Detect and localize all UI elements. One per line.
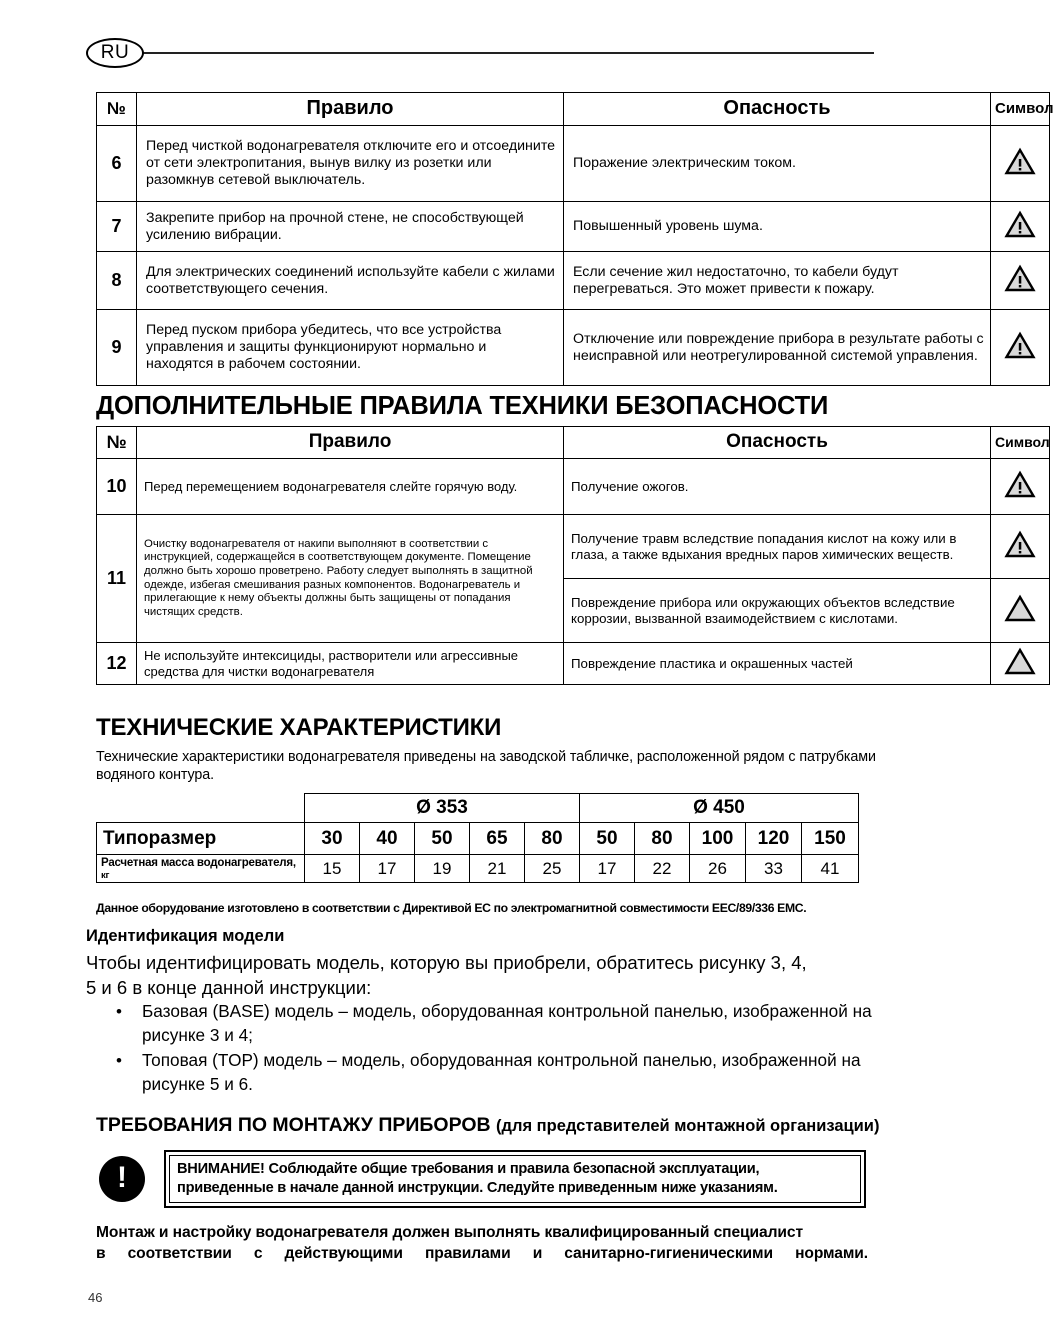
list-item [86, 1000, 896, 1047]
table-row [97, 126, 1050, 202]
spec-mass-value: 25 [525, 855, 580, 883]
spec-size-row [97, 823, 859, 855]
spec-group-450: Ø 450 [580, 794, 859, 823]
section-heading-install-requirements [96, 1114, 886, 1137]
column-header-no: № [97, 93, 137, 126]
list-item-label: Базовая (BASE) модель – модель, оборудованная контрольной панелью, изображенной на рисунке 3 и 4; [142, 1001, 872, 1045]
danger-text: Повреждение прибора или окружающих объектов вследствие коррозии, вызванной взаимодействием с кислотами. [564, 579, 991, 643]
rule-text: Закрепите прибор на прочной стене, не способствующей усилению вибрации. [137, 202, 564, 252]
rule-text: Очистку водонагревателя от накипи выполняют в соответствии с инструкцией, содержащейся в соответствующем документе. Помещение должно быть хорошо проветрено. Работу следует выполнять в защитной одежде, избегая смешивания разных компонентов. Водонагреватель и прилегающие к нему объекты должны быть защищены от попадания чистящих средств. [137, 515, 564, 643]
install-heading-main: ТРЕБОВАНИЯ ПО МОНТАЖУ ПРИБОРОВ [96, 1114, 491, 1136]
column-header-no: № [97, 427, 137, 459]
list-item-label: Топовая (TOP) модель – модель, оборудованная контрольной панелью, изображенной на рисунке 5 и 6. [142, 1050, 861, 1094]
symbol-cell [991, 579, 1050, 643]
spec-mass-value: 21 [470, 855, 525, 883]
spec-mass-value: 26 [690, 855, 746, 883]
column-header-rule: Правило [137, 93, 564, 126]
danger-text: Получение ожогов. [564, 459, 991, 515]
spec-mass-value: 17 [580, 855, 635, 883]
spec-group-353: Ø 353 [305, 794, 580, 823]
table-row [97, 515, 1050, 579]
notice-line-2: приведенные в начале данной инструкции. Следуйте приведенным ниже указаниям. [177, 1180, 778, 1197]
bullet-dot-icon: • [116, 1051, 122, 1071]
rule-number: 8 [97, 252, 137, 310]
exclamation-glyph: ! [117, 1161, 127, 1194]
spec-size-value: 80 [635, 823, 690, 855]
table-header-row [97, 427, 1050, 459]
table-row [97, 459, 1050, 515]
exclamation-circle-icon [99, 1156, 145, 1202]
table-header-row [97, 93, 1050, 126]
rule-text: Перед пуском прибора убедитесь, что все устройства управления и защиты функционируют нормально и находятся в рабочем состоянии. [137, 310, 564, 386]
column-header-danger: Опасность [564, 93, 991, 126]
rule-number: 9 [97, 310, 137, 386]
spec-row-label-size: Типоразмер [97, 823, 305, 855]
column-header-symbol: Символ [991, 427, 1050, 459]
danger-text: Если сечение жил недостаточно, то кабели будут перегреваться. Это может привести к пожару. [564, 252, 991, 310]
spec-mass-value: 33 [746, 855, 802, 883]
spec-size-value: 40 [360, 823, 415, 855]
spec-mass-value: 41 [802, 855, 859, 883]
section-heading-tech-specs: ТЕХНИЧЕСКИЕ ХАРАКТЕРИСТИКИ [96, 714, 502, 741]
notice-inner [169, 1155, 861, 1203]
spec-corner-blank [97, 794, 305, 823]
spec-size-value: 50 [580, 823, 635, 855]
symbol-cell [991, 310, 1050, 386]
rule-number: 10 [97, 459, 137, 515]
bullet-dot-icon: • [116, 1002, 122, 1021]
table-row [97, 310, 1050, 386]
model-id-bullet-list [86, 1000, 896, 1098]
page-header [86, 38, 874, 70]
section-heading-extra-rules: ДОПОЛНИТЕЛЬНЫЕ ПРАВИЛА ТЕХНИКИ БЕЗОПАСНОСТИ [96, 392, 829, 420]
spec-size-value: 150 [802, 823, 859, 855]
plain-triangle-icon [1005, 595, 1035, 622]
spec-mass-value: 19 [415, 855, 470, 883]
install-final-line-1: Монтаж и настройку водонагревателя должен выполнять квалифицированный специалист [96, 1224, 803, 1241]
safety-rules-table-2 [96, 426, 1050, 685]
rule-number: 11 [97, 515, 137, 643]
rule-number: 6 [97, 126, 137, 202]
spec-table [96, 793, 859, 883]
rule-number: 7 [97, 202, 137, 252]
spec-size-value: 30 [305, 823, 360, 855]
danger-text: Отключение или повреждение прибора в результате работы с неисправной или неотрегулированной системой управления. [564, 310, 991, 386]
symbol-cell [991, 515, 1050, 579]
table-row [97, 202, 1050, 252]
danger-text: Повреждение пластика и окрашенных частей [564, 643, 991, 685]
warning-triangle-icon [1005, 148, 1035, 175]
column-header-symbol: Символ [991, 93, 1050, 126]
symbol-cell [991, 459, 1050, 515]
install-final-paragraph [96, 1222, 868, 1264]
danger-text: Повышенный уровень шума. [564, 202, 991, 252]
language-badge: RU [86, 38, 144, 68]
spec-mass-label-text: Расчетная масса водонагревателя, [101, 856, 296, 869]
attention-notice [96, 1150, 866, 1208]
rule-text: Не используйте интексициды, растворители или агрессивные средства для чистки водонагревателя [137, 643, 564, 685]
danger-text: Получение травм вследствие попадания кислот на кожу или в глаза, а также вдыхания вредных паров химических веществ. [564, 515, 991, 579]
spec-size-value: 80 [525, 823, 580, 855]
spec-group-header-row [97, 794, 859, 823]
column-header-rule: Правило [137, 427, 564, 459]
model-id-paragraph-line-1: Чтобы идентифицировать модель, которую вы приобрели, обратитесь рисунку 3, 4, [86, 952, 807, 973]
warning-triangle-icon [1005, 332, 1035, 359]
notice-box [164, 1150, 866, 1208]
column-header-danger: Опасность [564, 427, 991, 459]
install-final-line-2: в соответствии с действующими правилами и санитарно-гигиеническими нормами. [96, 1245, 868, 1263]
spec-mass-row [97, 855, 859, 883]
rule-text: Перед чисткой водонагревателя отключите его и отсоедините от сети электропитания, вынув вилку из розетки или разомкнув сетевой выключатель. [137, 126, 564, 202]
emc-compliance-note: Данное оборудование изготовлено в соответствии с Директивой ЕС по электромагнитной совместимости ЕЕС/89/336 ЕМС. [96, 901, 807, 915]
list-item [86, 1049, 896, 1096]
model-id-paragraph [86, 950, 886, 1000]
symbol-cell [991, 643, 1050, 685]
spec-mass-value: 22 [635, 855, 690, 883]
spec-size-value: 120 [746, 823, 802, 855]
symbol-cell [991, 252, 1050, 310]
page-number: 46 [88, 1290, 103, 1305]
warning-triangle-icon [1005, 265, 1035, 292]
danger-text: Поражение электрическим током. [564, 126, 991, 202]
rule-number: 12 [97, 643, 137, 685]
spec-size-value: 65 [470, 823, 525, 855]
table-row [97, 252, 1050, 310]
symbol-cell [991, 202, 1050, 252]
spec-row-label-mass [97, 855, 305, 883]
spec-table-wrapper [96, 793, 858, 883]
spec-size-value: 100 [690, 823, 746, 855]
rule-text: Для электрических соединений используйте кабели с жилами соответствующего сечения. [137, 252, 564, 310]
warning-triangle-icon [1005, 531, 1035, 558]
spec-mass-value: 17 [360, 855, 415, 883]
warning-triangle-icon [1005, 471, 1035, 498]
spec-mass-value: 15 [305, 855, 360, 883]
header-rule [130, 52, 874, 54]
warning-triangle-icon [1005, 211, 1035, 238]
safety-rules-table-1 [96, 92, 1054, 386]
spec-mass-unit: кг [101, 869, 110, 881]
model-id-paragraph-line-2: 5 и 6 в конце данной инструкции: [86, 977, 372, 999]
install-heading-sub: (для представителей монтажной организации) [496, 1117, 880, 1135]
tech-specs-paragraph: Технические характеристики водонагревателя приведены на заводской табличке, расположенной рядом с патрубками водяного контура. [96, 749, 876, 784]
rule-text: Перед перемещением водонагревателя слейте горячую воду. [137, 459, 564, 515]
table-row [97, 643, 1050, 685]
symbol-cell [991, 126, 1050, 202]
plain-triangle-icon [1005, 648, 1035, 675]
spec-size-value: 50 [415, 823, 470, 855]
subsection-heading-model-id: Идентификация модели [86, 927, 285, 945]
notice-line-1: ВНИМАНИЕ! Соблюдайте общие требования и правила безопасной эксплуатации, [177, 1161, 760, 1177]
